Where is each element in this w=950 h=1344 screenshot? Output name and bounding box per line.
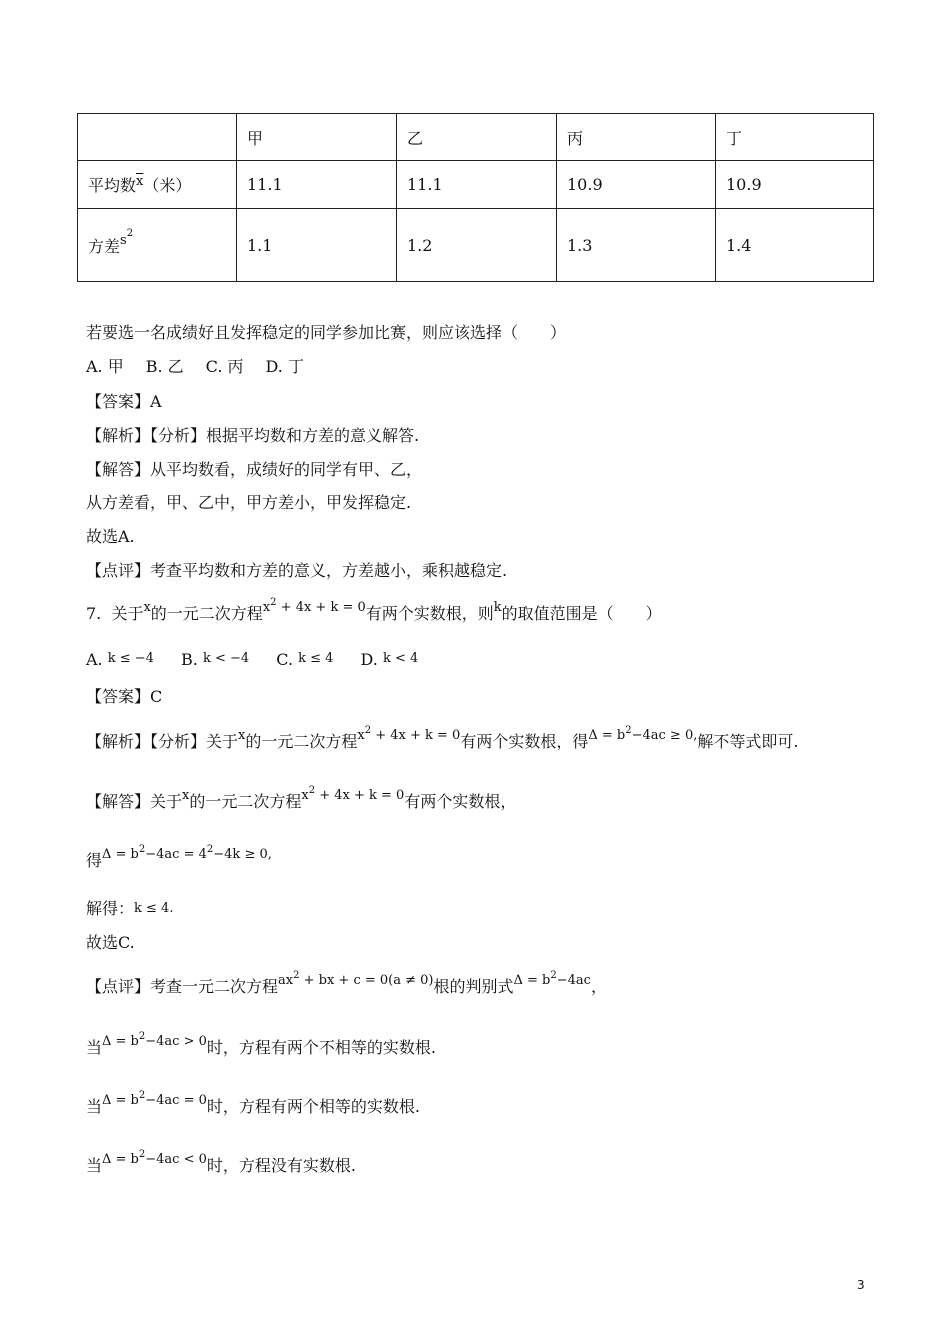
q7-answer: 【答案】C: [86, 687, 163, 706]
table-row-mean: [78, 161, 874, 209]
option-d: D. k < 4: [360, 650, 419, 669]
variance-value: 1.3: [557, 209, 716, 282]
option-c: C. k ≤ 4: [276, 650, 334, 669]
row-label-variance: 方差$^{s2}$: [78, 209, 237, 282]
q6-analysis: 【解析】【分析】根据平均数和方差的意义解答.: [86, 426, 420, 445]
data-table: [77, 113, 874, 282]
mean-value: 11.1: [397, 161, 557, 209]
row-label-mean: 平均数$^{\overline{x}}$（米）: [78, 161, 237, 209]
table-header-jia: 甲: [237, 114, 397, 161]
q7-comment: 【点评】考查一元二次方程$^{ax2}$ $^{+ bx + c = 0(a \ne 0)}$根的判别式$^{\Delta = b2-4ac}$，: [86, 970, 607, 996]
q6-solution-1: 【解答】从平均数看，成绩好的同学有甲、乙，: [86, 460, 423, 479]
table-header-empty: [78, 114, 237, 161]
q7-options: [86, 650, 440, 669]
q7-case-2: 当$^{\Delta = b2-4ac = 0}$时，方程有两个相等的实数根.: [86, 1090, 420, 1116]
table-row-variance: [78, 209, 874, 282]
mean-value: 10.9: [716, 161, 874, 209]
q7-derivation: 得$^{\Delta = b2-4ac = 42-4k \ge 0,}$: [86, 844, 272, 870]
q7-question: 7. 关于$^x$的一元二次方程$^{x2}$ $^{+ 4x + k = 0}$有两个实数根，则$^k$的取值范围是（ ）: [86, 597, 662, 623]
q6-question: 若要选一名成绩好且发挥稳定的同学参加比赛，则应该选择（ ）: [86, 323, 567, 342]
table-header-yi: 乙: [397, 114, 557, 161]
option-c: C. 丙: [205, 357, 244, 376]
page-number: 3: [857, 1278, 865, 1292]
mean-value: 10.9: [557, 161, 716, 209]
table-header-bing: 丙: [557, 114, 716, 161]
q6-options: [86, 354, 326, 377]
q6-choice: 故选A.: [86, 527, 135, 546]
table-header-ding: 丁: [716, 114, 874, 161]
q6-solution-2: 从方差看，甲、乙中，甲方差小，甲发挥稳定.: [86, 493, 412, 512]
q7-solution: 【解答】关于$^x$的一元二次方程$^{x2}$ $^{+ 4x + k = 0}$有两个实数根，: [86, 785, 517, 811]
q7-case-1: 当$^{\Delta = b2-4ac > 0}$时，方程有两个不相等的实数根.: [86, 1031, 436, 1057]
option-b: B. k < −4: [181, 650, 250, 669]
q6-comment: 【点评】考查平均数和方差的意义，方差越小，乘积越稳定.: [86, 561, 508, 580]
variance-value: 1.1: [237, 209, 397, 282]
q7-choice: 故选C.: [86, 933, 135, 952]
q7-result: 解得：k ≤ 4.: [86, 899, 174, 918]
option-d: D. 丁: [265, 357, 304, 376]
q7-analysis: 【解析】【分析】关于$^x$的一元二次方程$^{x2}$ $^{+ 4x + k = 0}$有两个实数根，得$^{\Delta = b2-4ac \ge 0,}$解不等式即可.: [86, 725, 799, 751]
mean-value: 11.1: [237, 161, 397, 209]
table-header-row: [78, 114, 874, 161]
option-a: A. k ≤ −4: [86, 650, 154, 669]
q7-case-3: 当$^{\Delta = b2-4ac < 0}$时，方程没有实数根.: [86, 1149, 356, 1175]
variance-value: 1.2: [397, 209, 557, 282]
variance-value: 1.4: [716, 209, 874, 282]
option-b: B. 乙: [145, 357, 184, 376]
option-a: A. 甲: [86, 357, 124, 376]
q6-answer: 【答案】A: [86, 392, 162, 411]
